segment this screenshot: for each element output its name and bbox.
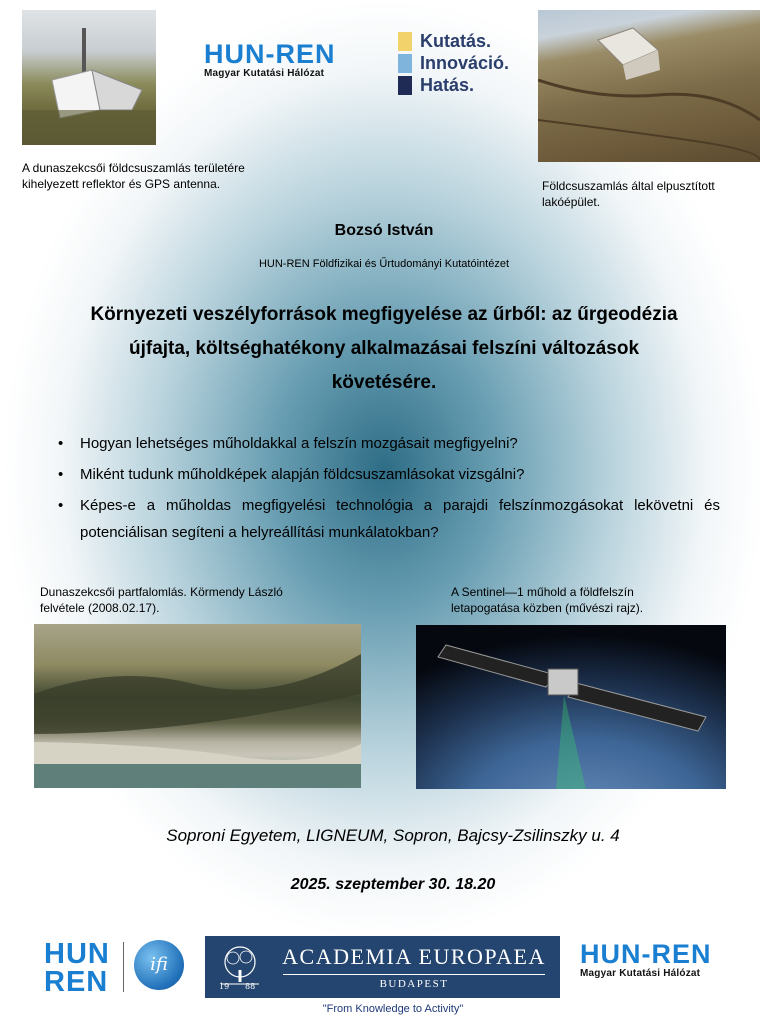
slogan-line-2: Innováció. [420, 52, 510, 73]
venue-location: Soproni Egyetem, LIGNEUM, Sopron, Bajcsy-Zsilinszky u. 4 [166, 826, 620, 845]
institute-name: HUN-REN Földfizikai és Űrtudományi Kutatóintézet [258, 258, 510, 270]
question-list [58, 430, 720, 550]
hunren-logo-bottom-right [580, 940, 712, 979]
hunren-logo-bottom-left [44, 940, 110, 996]
event-datetime: 2025. szeptember 30. 18.20 [290, 876, 496, 893]
satellite-caption: A Sentinel—1 műhold a földfelszín letapogatása közben (művészi rajz). [451, 585, 644, 615]
riverbank-collapse-photo [34, 624, 361, 788]
question-item: • Miként tudunk műholdképek alapján földcsuszamlásokat vizsgálni? [58, 461, 720, 488]
logo-divider [123, 942, 124, 992]
academia-city: BUDAPEST [379, 978, 449, 990]
hunren-stack-line-1: HUN [44, 938, 110, 970]
author-name: Bozsó István [334, 222, 434, 239]
ifi-logo-text: ifi [150, 954, 168, 975]
slogan-bar-lightblue [398, 54, 412, 73]
slogan-bar-navy [398, 76, 412, 95]
hunren-subtitle: Magyar Kutatási Hálózat [204, 68, 325, 79]
riverbank-caption: Dunaszekcsői partfalomlás. Körmendy László felvétele (2008.02.17). [40, 585, 283, 615]
tagline: "From Knowledge to Activity" [322, 1003, 464, 1015]
house-caption: Földcsuszamlás által elpusztított lakóépület. [542, 179, 715, 209]
lecture-title: Környezeti veszélyforrások megfigyelése az űrből: az űrgeodézia újfajta, költséghatékony alkalmazásai felszíni változások követésére. [90, 304, 678, 393]
academia-divider [283, 974, 545, 975]
hunren-logo-top [204, 40, 336, 79]
academia-year-left: 19 [219, 982, 230, 991]
sentinel-satellite-image [416, 625, 726, 789]
slogan-logo [398, 30, 509, 96]
academia-europaea-logo [205, 936, 560, 998]
slogan-line-1: Kutatás. [420, 30, 492, 51]
academia-year-right: 88 [245, 982, 256, 991]
reflector-photo [22, 10, 156, 145]
slogan-line-3: Hatás. [420, 74, 475, 95]
hunren-wordmark: HUN-REN [580, 939, 712, 969]
slogan-bar-yellow [398, 32, 412, 51]
hunren-stack-line-2: REN [44, 966, 109, 998]
ifi-logo [134, 940, 184, 990]
question-item: • Képes-e a műholdas megfigyelési technológia a parajdi felszínmozgásokat lekövetni és potenciálisan segíteni a helyreállítási munkálatokban? [58, 492, 720, 546]
destroyed-house-photo [538, 10, 760, 162]
hunren-wordmark: HUN-REN [204, 39, 336, 69]
question-item: • Hogyan lehetséges műholdakkal a felszín mozgásait megfigyelni? [58, 430, 720, 457]
hunren-subtitle: Magyar Kutatási Hálózat [580, 968, 701, 979]
reflector-caption: A dunaszekcsői földcsuszamlás területére kihelyezett reflektor és GPS antenna. [22, 161, 245, 191]
academia-name: ACADEMIA EUROPAEA [282, 944, 546, 969]
